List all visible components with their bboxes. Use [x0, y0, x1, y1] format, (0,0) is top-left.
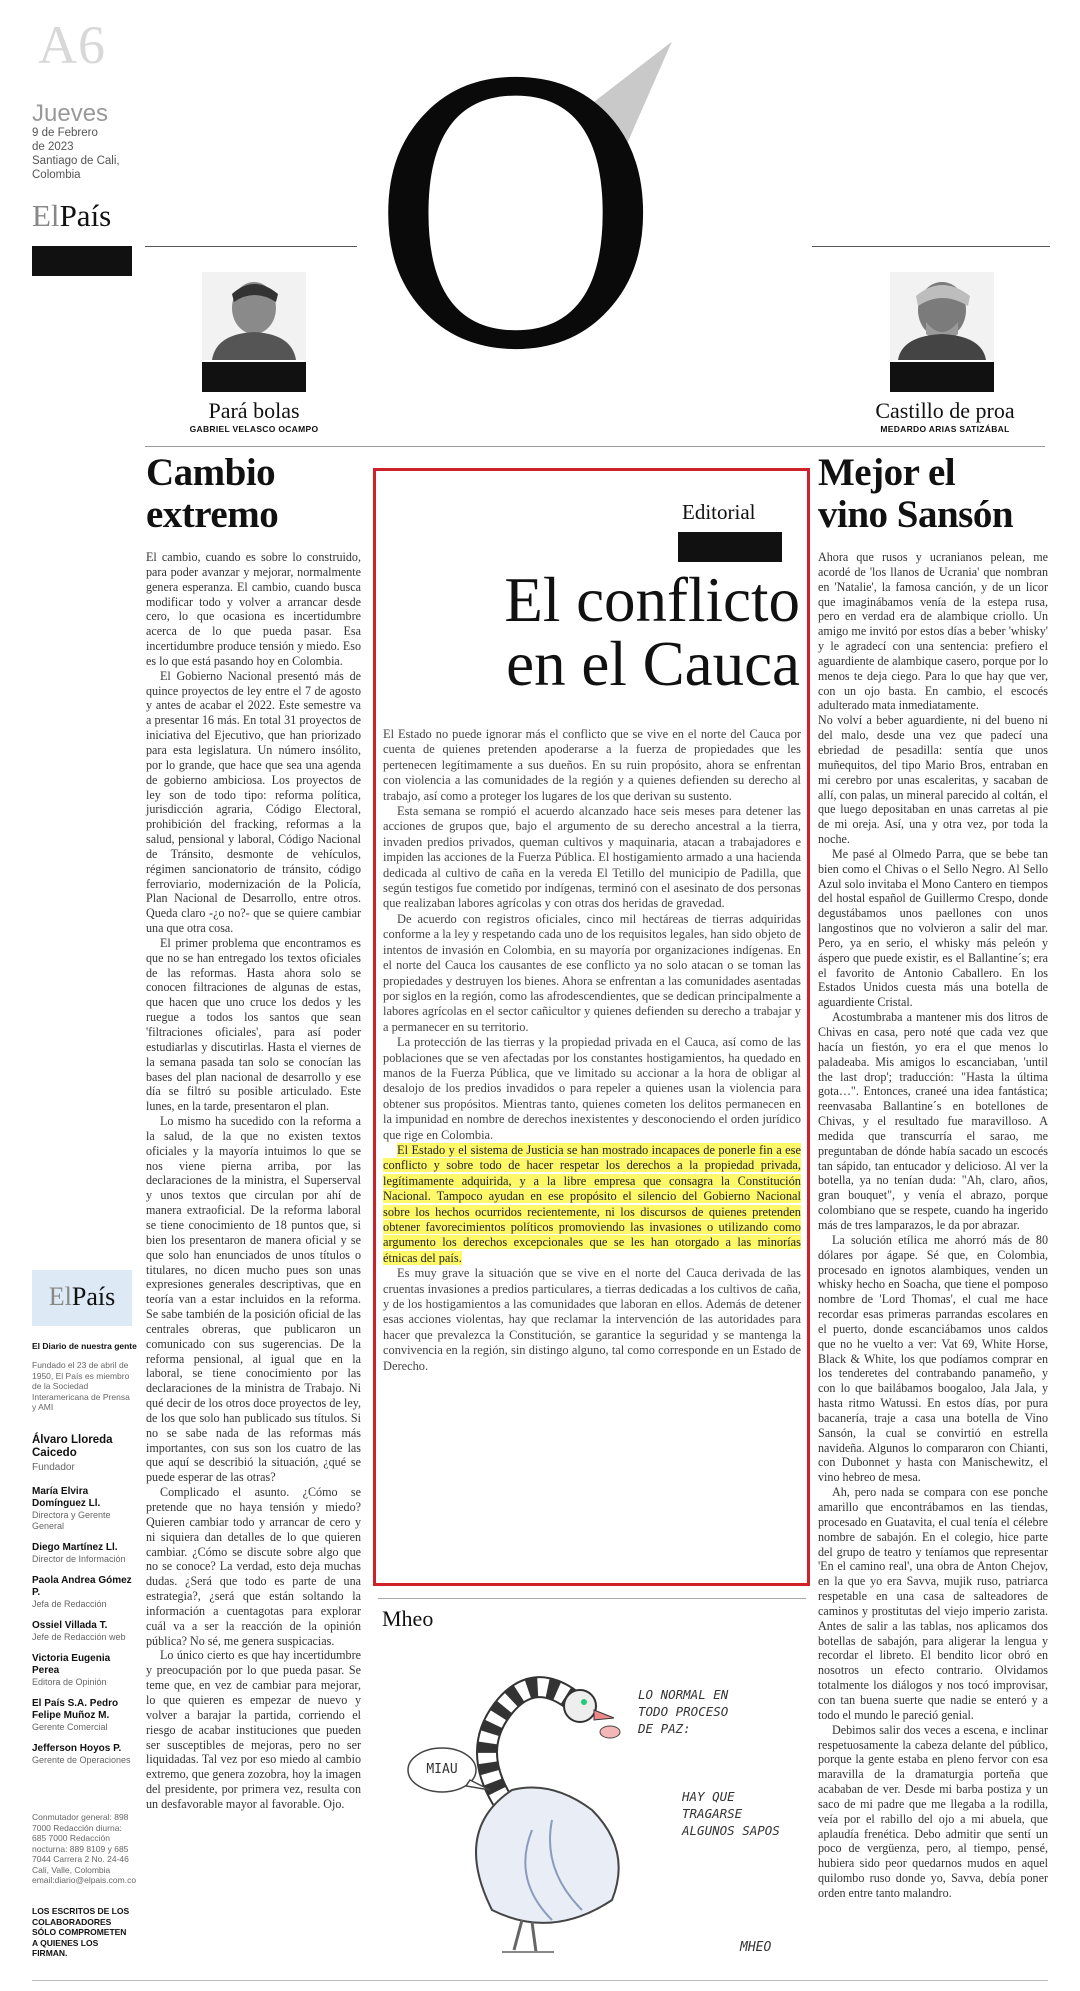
sidebar-tagline: El Diario de nuestra gente — [32, 1341, 137, 1351]
founder-role: Fundador — [32, 1462, 75, 1473]
sidebar-logo — [32, 1270, 132, 1312]
paragraph: Es muy grave la situación que se vive en el norte del Cauca derivada de las cruentas invasiones a predios particulares, a tierras dedicadas a los cultivos de caña, y de los hostigamientos a las comunidades que laboran en ellos. Además de detener esas acciones violentas, hay que reclamar la intervención de las autoridades para hacer que prevalezca la Constitución, se garantice la seguridad y se mantenga la convivencia en la región, sin distingo alguno, tal como corresponde en un Estado de Derecho. — [383, 1266, 801, 1373]
staff-entry — [32, 1620, 132, 1643]
logo-prefix: El — [32, 198, 60, 233]
divider — [32, 1980, 1048, 1981]
article-body — [146, 550, 361, 1812]
editorial-label: Editorial — [682, 500, 756, 524]
staff-name: El País S.A. Pedro Felipe Muñoz M. — [32, 1698, 119, 1721]
paragraph: De acuerdo con registros oficiales, cinco mil hectáreas de tierras adquiridas conforme a la ley y respetando cada uno de los requisitos legales, han sido objeto de intentos de invasión en Colombia, en su mayoría por organizaciones indígenas. En el norte del Cauca los causantes de ese conflicto ya no solo atacan o se toman las propiedades y destruyen los bienes. Ahora se enfrentan a las comunidades asentadas por siglos en la región, como las afrodescendientes, que se dedican principalmente a labores agrícolas en el sector cañicultor y quienes defienden su derecho a trabajar y a permanecer en su territorio. — [383, 911, 801, 1034]
article-headline — [146, 452, 361, 536]
staff-list — [32, 1486, 132, 1776]
cartoon-drawing — [382, 1640, 806, 1970]
column-title: Castillo de proa — [875, 398, 1015, 423]
editorial-body — [383, 727, 801, 1374]
editorial-title — [420, 565, 800, 699]
columnist-photo — [890, 272, 994, 360]
logo-prefix: El — [48, 1282, 72, 1311]
headline-line: vino Sansón — [818, 493, 1014, 536]
paragraph: La protección de las tierras y la propiedad privada en el Cauca, así como de las poblaciones que se ven afectadas por los constantes hostigamientos, ha quedado en manos de la Fuerza Pública, que ve limitado su accionar a la hora de obligar al desalojo de los predios invadidos o para repeler a quienes usan la violencia para obtener sus propósitos. Mientras tanto, quienes cometen los delitos permanecen en la impunidad en nombre de derechos inexistentes y desconociendo el orden jurídico que rige en Colombia. — [383, 1035, 801, 1142]
staff-role: Director de Información — [32, 1554, 126, 1564]
logo-suffix: País — [59, 198, 112, 233]
paragraph: El Gobierno Nacional presentó más de quince proyectos de ley entre el 7 de agosto y antes de acabar el 2022. Este semestre va a presentar 16 más. En total 31 proyectos de iniciativa del Ejecutivo, que han priorizado para esta legislatura. Un número insólito, por lo grande, que hace que sea una agenda de gobierno ambiciosa. Los proyectos de ley son de todo tipo: reforma política, jurisdicción agraria, Código Electoral, prohibición del fracking, reformas a la salud, pensional y laboral, Código Nacional de Tránsito, desmonte de vehículos, régimen sancionatorio de tránsito, código ferroviario, modernización de la Policía, Plan Nacional de Desarrollo, entre otros. Queda claro -¿o no?- que se quiere cambiar una que otra cosa. — [146, 668, 361, 936]
staff-entry — [32, 1542, 132, 1565]
paragraph: El primer problema que encontramos es que no se han entregado los textos oficiales de las reformas. Hasta ahora solo se conocen filtraciones de algunas de estas, que hacen que uno cruce los dedos y les ruegue a todos los santos que sean 'filtraciones oficiales', para así poder estudiarlas y discutirlas. Hasta el viernes de la semana pasada tan solo se conocían las bases del plan nacional de desarrollo y ese día se filtró su posible articulado. Este lunes, en la tarde, presentaron el plan. — [146, 935, 361, 1114]
staff-role: Jefa de Redacción — [32, 1599, 107, 1609]
cartoonist-signature: MHEO — [740, 1940, 772, 1955]
divider — [145, 446, 1045, 447]
headline-line: Cambio — [146, 451, 276, 494]
staff-entry — [32, 1575, 132, 1610]
founder-name: Álvaro Lloreda Caicedo — [32, 1434, 113, 1459]
columnist-name: MEDARDO ARIAS SATIZÁBAL — [880, 424, 1010, 434]
divider — [378, 1598, 806, 1599]
paragraph: Lo mismo ha sucedido con la reforma a la salud, de la que no existen textos oficiales y la mayoría intuimos lo que se nos viene pierna arriba, por las declaraciones de la ministra, el Superserval y unos textos que circulan por ahí de manera extraoficial. De la reforma laboral se tiene conocimiento de 18 puntos que, si bien los presentaron de manera oficial y se que solo han enunciados de unos títulos o titulares, no dicen mucho pues son unas expresiones generales descriptivas, que en teoría van a estar incluidos en la reforma. Se sabe también de la posición oficial de las centrales obreras, que publicaron un comunicado con sus sugerencias. De la reforma pensional, al igual que en la laboral, se tiene conocimiento por las declaraciones de la ministra de Trabajo. Ni qué decir de los otros doce proyectos de ley, de los que solo han publicado sus títulos. Si no se sabe nada de las reformas más importantes, con sus son los cuatro de las que aquí se describió la situación, ¿qué se puede esperar de las otras? — [146, 1114, 361, 1485]
paragraph: El cambio, cuando es sobre lo construido, para poder avanzar y mejorar, normalmente genera esperanza. El cambio, cuando busca modificar todo y volver a arrancar desde cero, lo que ocasiona es incertidumbre acerca de lo que pueda pasar. Esa incertidumbre produce tensión y miedo. Eso es lo que está pasando hoy en Colombia. — [146, 550, 361, 668]
issue-date — [32, 126, 120, 182]
sidebar-founded: Fundado el 23 de abril de 1950, El País es miembro de la Sociedad Interamericana de Prensa y AMI — [32, 1360, 130, 1412]
paragraph: No volví a beber aguardiente, ni del bueno ni del malo, desde una vez que padecí una ebriedad de pesadilla: sentía que unos muñequitos, del tipo Mario Bros, entraban en mi cerebro por unas escaleritas, y sacaban de allí, con palas, un mineral parecido al coltán, el que luego depositaban en unas carretas al pie de mi oreja. Así, una y otra vez, por toda la noche. — [818, 713, 1048, 847]
paragraph: La solución etílica me ahorró más de 80 dólares por ágape. Sé que, en Colombia, procesado en ignotos alambiques, venden un whisky hecho en Soacha, que tiene el pomposo nombre de 'Lord Thomas', el cual me hace recordar esas primeras parrandas escolares en el puerto, donde escanciábamos unos caldos que no he vuelto a ver: Vat 69, White Horse, Black & White, los que podíamos comprar en los tenderetes del contrabando panameño, y con lo que bailábamos boogaloo, Jala Jala, y hasta ritmo Watussi. En estos días, por pura bacanería, traje a casa una botella de Vino Sansón, la cual se convirtió en estrella navideña. Algunos lo compararon con Chianti, con Dubonnet y hasta con Manischewitz, el vino hebreo de mesa. — [818, 1232, 1048, 1485]
sidebar-contact: Conmutador general: 898 7000 Redacción diurna: 685 7000 Redacción nocturna: 889 8109 y 685 7044 Carrera 2 No. 24-46 Cali, Valle, Colombia email:diario@elpais.com.co — [32, 1812, 137, 1885]
issue-day: Jueves — [32, 100, 109, 127]
title-line: en el Cauca — [506, 629, 800, 699]
paragraph: Debimos salir dos veces a escena, e inclinar respetuosamente la cabeza delante del público, porque la gente estaba en pleno fervor con esa maravilla de la dramaturgia porteña que acababan de ver. Desde mi barba postiza y un saco de mi padre que me llegaba a la rodilla, veía por el rabillo del ojo a mi abuela, que aplaudía frenética. Debo admitir que sentí un poco de vergüenza, pero, al tiempo, pensé, hubiera sido peor quedarnos mudos en aquel quilombo ruso donde yo, Savva, debía poner orden entre tanto malandro. — [818, 1722, 1048, 1900]
staff-entry — [32, 1653, 132, 1688]
staff-name: Jefferson Hoyos P. — [32, 1743, 122, 1754]
headline-line: extremo — [146, 493, 279, 536]
paragraph: Ahora que rusos y ucranianos pelean, me acordé de 'los llanos de Ucrania' que nombran en 'Natalie', la famosa canción, y de un licor que imaginábamos venía de la estepa rusa, pero en verdad era de alambique criollo. Un amigo me invitó por estos días a beber 'whisky' y le agradecí con una sentencia: prefiero el aguardiente de alambique casero, porque por lo menos te deja ciego. Para lo que hay que ver, con un ojo basta. En cambio, el escocés adulterado mata inmediatamente. — [818, 550, 1048, 713]
date-line: Santiago de Cali, — [32, 155, 120, 167]
paragraph: Esta semana se rompió el acuerdo alcanzado hace seis meses para detener las acciones de grupos que, bajo el argumento de su derecho ancestral a la tierra, invaden predios privados, queman cultivos y maquinaria, atacan a trabajadores e impiden las acciones de la Fuerza Pública. El hostigamiento armado a una hacienda dedicada al cultivo de caña en la vereda El Tetillo del municipio de Padilla, que según testigos fue cometido por indígenas, terminó con el asesinato de dos personas que realizaban labores agrícolas y con otras dos heridas de gravedad. — [383, 804, 801, 911]
staff-name: Paola Andrea Gómez P. — [32, 1575, 132, 1598]
page-number: A6 — [38, 15, 106, 75]
staff-role: Editora de Opinión — [32, 1677, 107, 1687]
caption-text: HAY QUE TRAGARSE ALGUNOS SAPOS — [682, 1789, 780, 1838]
paragraph: Lo único cierto es que hay incertidumbre y preocupación por lo que pueda pasar. Se teme que, en vez de cambiar para mejorar, lo que quieren es empezar de nuevo y volver a barajar la partida, corriendo el riesgo de acabar instituciones que pueden ser susceptibles de mejoras, pero no ser liquidadas. Tal vez por eso miedo al cambio extremo, que genera zozobra, hoy la imagen del presidente, por primera vez, resulta con un desfavorable mayor al favorable. Ojo. — [146, 1648, 361, 1811]
redacted-block — [890, 362, 994, 392]
sidebar-logo-box — [32, 1270, 132, 1326]
headline-line: Mejor el — [818, 451, 956, 494]
staff-name: Victoria Eugenia Perea — [32, 1653, 111, 1676]
staff-role: Directora y Gerente General — [32, 1510, 111, 1531]
staff-name: Diego Martínez Ll. — [32, 1542, 118, 1553]
date-line: Colombia — [32, 169, 81, 181]
paragraph: Ah, pero nada se compara con ese ponche amarillo que encontrábamos en las tiendas, procesado en Guatavita, el cual tenía el célebre nombre de sabajón. En el colegio, hice parte del grupo de teatro y teníamos que representar 'En el camino real', una obra de Anton Chejov, en la que yo era Savva, mujik ruso, patriarca respetable en una casa de salteadores de caminos y prostitutas del viejo imperio zarista. Antes de salir a las tablas, nos aplicamos dos botellas de sabajón, para aligerar la lengua y recordar el libreto. El bendito licor obró en nosotros un efecto contrario. Olvidamos totalmente los diálogos y nos tocó improvisar, con tan buena suerte que nadie se enteró y a todo el mundo le pareció genial. — [818, 1485, 1048, 1722]
caption-text: LO NORMAL EN TODO PROCESO DE PAZ: — [638, 1687, 729, 1736]
staff-role: Gerente de Operaciones — [32, 1755, 131, 1765]
masthead-logo — [32, 198, 111, 234]
paragraph: El Estado no puede ignorar más el conflicto que se vive en el norte del Cauca por cuenta de quienes pretenden apoderarse a la fuerza de propiedades que les pertenecen legítimamente a sus dueños. En su ruin propósito, ahora se enfrentan con violencia a las comunidades de la región y a quienes defienden su derecho al trabajo, así como a proteger los lugares de los que derivan su sustento. — [383, 727, 801, 803]
date-line: de 2023 — [32, 141, 74, 153]
staff-role: Gerente Comercial — [32, 1722, 108, 1732]
staff-entry — [32, 1486, 132, 1532]
redacted-block — [678, 532, 782, 562]
redacted-block — [32, 246, 132, 276]
article-headline — [818, 452, 1048, 536]
divider — [812, 246, 1050, 247]
logo-suffix: País — [71, 1282, 116, 1311]
sidebar-disclaimer: LOS ESCRITOS DE LOS COLABORADORES SÓLO COMPROMETEN A QUIENES LOS FIRMAN. — [32, 1906, 130, 1958]
date-line: 9 de Febrero — [32, 127, 98, 139]
section-logo-letter: O — [368, 10, 664, 429]
title-line: El conflicto — [504, 565, 800, 635]
divider — [145, 246, 357, 247]
highlighted-paragraph: El Estado y el sistema de Justicia se han mostrado incapaces de ponerle fin a ese conflicto y sobre todo de hacer respetar los derechos a la propiedad privada, legítimamente adquirida, y a la libre empresa que consagra la Constitución Nacional. Tampoco ayudan en ese propósito el silencio del Gobierno Nacional sobre los hechos ocurridos recientemente, ni los discursos de quienes pretenden obtener favorecimientos políticos promoviendo las invasiones o utilizando como argumento los derechos excepcionales que se les han otorgado a las minorías étnicas del país. — [383, 1142, 801, 1265]
article-body — [818, 550, 1048, 1901]
columnist-name: GABRIEL VELASCO OCAMPO — [189, 424, 319, 434]
staff-role: Jefe de Redacción web — [32, 1632, 126, 1642]
columnist-photo — [202, 272, 306, 360]
staff-entry — [32, 1698, 132, 1733]
staff-name: María Elvira Domínguez Ll. — [32, 1486, 101, 1509]
column-title: Pará bolas — [208, 398, 300, 423]
paragraph: Complicado el asunto. ¿Cómo se pretende que no haya tensión y miedo? Quieren cambiar todo y arrancar de cero y ni siquiera dan detalles de lo que quieren cambiar. ¿Cómo se discute sobre algo que no se conoce? La verdad, esto deja muchas dudas. ¿Será que todo es parte de una estrategia?, ¿será que están soltando la información a cuentagotas para explorar cuál va a ser la reacción de la opinión pública? No sé, me genera suspicacias. — [146, 1485, 361, 1648]
redacted-block — [202, 362, 306, 392]
paragraph: Me pasé al Olmedo Parra, que se bebe tan bien como el Chivas o el Sello Negro. Al Sello Azul solo invitaba el Mono Cantero en tiempos del hostal español de Guillermo Crespo, donde degustábamos unos paellones con unos langostinos que no volvieron a salir del mar. Pero, ya en serio, el whisky más peleón y áspero que puede existir, es el Ballantine´s; era el favorito de Antonio Caballero. En los Estados Unidos cuesta más una botella de aguardiente Cristal. — [818, 846, 1048, 1010]
paragraph: Acostumbraba a mantener mis dos litros de Chivas en casa, pero noté que cada vez que hacía un fiestón, yo era el que menos lo paladeaba. Mis amigos lo escanciaban, 'until the last drop'; traducción: "Hasta la última gota…". Entonces, craneé una idea fantástica; reenvasaba Ballantine´s en botellones de Chivas, y el resultado fue maravilloso. A medida que transcurría el sarao, me preguntaban de dónde había sacado un escocés tan sápido, tan entucador y delicioso. Al ver la botella, ya no tenían duda: "Ah, claro, años, gran bouquet", y venía el abrazo, porque colombiano que se respete, cuando ha ingerido más de tres lamparazos, le da por abrazar. — [818, 1010, 1048, 1232]
speech-bubble-text: MIAU — [426, 1762, 458, 1777]
cartoon-label: Mheo — [382, 1606, 434, 1631]
staff-name: Ossiel Villada T. — [32, 1620, 108, 1631]
staff-entry — [32, 1743, 132, 1766]
